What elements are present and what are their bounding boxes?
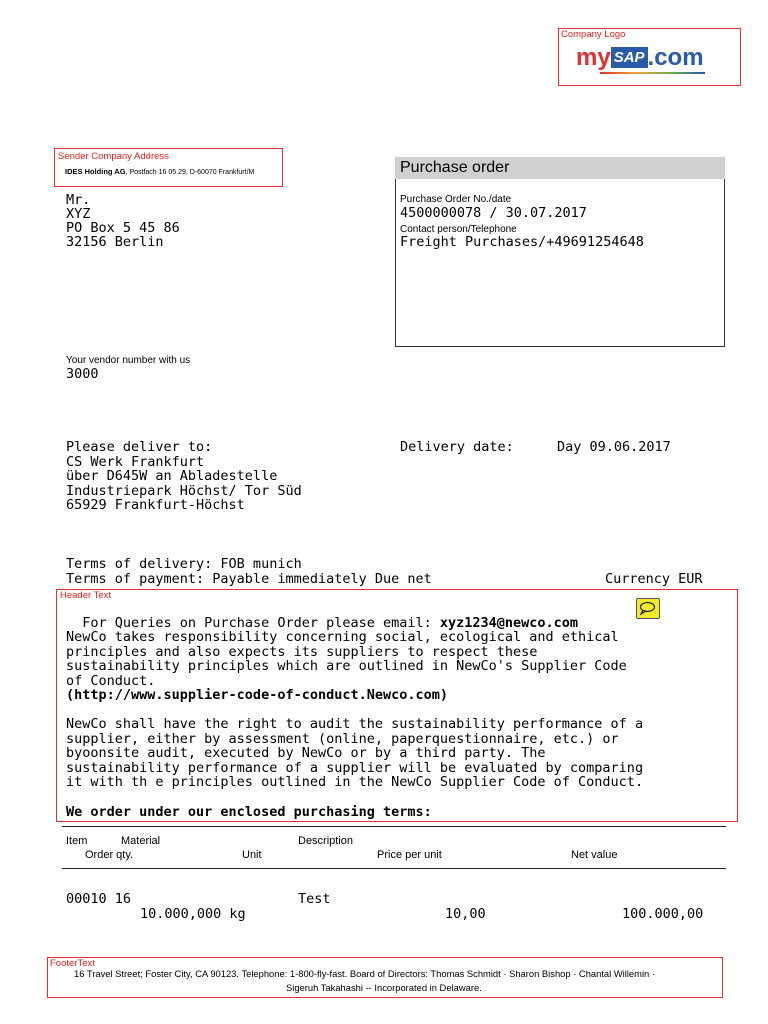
contact-label: Contact person/Telephone [400,224,517,235]
purchase-order-box [395,157,725,347]
recipient-line-1: Mr. [66,192,91,208]
col-order-qty: Order qty. [85,849,134,861]
logo-my: my [576,44,611,71]
responsibility-paragraph: NewCo takes responsibility concerning social, ecological and ethical principles and also expects its suppliers to respect these sustainability principles which are outlined in NewCo's Supplier Code of Conduct. [66,629,627,689]
table-top-rule [62,826,726,827]
header-text-label: Header Text [60,590,112,601]
sender-street: , Postfach 16 05 29, D-60070 Frankfurt/M [125,169,255,176]
col-net-value: Net value [571,849,618,861]
comment-icon[interactable] [636,598,660,619]
delivery-date-value: Day 09.06.2017 [557,439,671,455]
supplier-code-url[interactable]: (http://www.supplier-code-of-conduct.Newco.com) [66,687,449,703]
row-price: 10,00 [445,906,486,922]
delivery-date-label: Delivery date: [400,439,514,455]
logo-com: .com [647,44,704,71]
audit-paragraph: NewCo shall have the right to audit the sustainability performance of a supplier, either by assessment (online, paperquestionnaire, etc.) or byoonsite audit, executed by NewCo or by a third party. The sustainability performance of a supplier will be evaluated by comparing it with th e principles outlined in the NewCo Supplier Code of Conduct. [66,716,644,791]
company-logo [576,43,716,73]
queries-text: For Queries on Purchase Order please email: [82,614,440,631]
logo-sap: SAP [611,47,648,68]
delivery-address-2: über D645W an Abladestelle [66,468,278,484]
col-item: Item [66,835,88,847]
row-qty-unit: 10.000,000 kg [140,906,246,922]
logo-underline [600,72,705,74]
recipient-line-2: XYZ [66,206,91,222]
order-terms-line: We order under our enclosed purchasing terms: [66,804,432,820]
recipient-line-3: PO Box 5 45 86 [66,220,180,236]
deliver-to-label: Please deliver to: [66,439,213,455]
delivery-address-1: CS Werk Frankfurt [66,454,205,470]
recipient-line-4: 32156 Berlin [66,234,164,250]
purchase-order-title: Purchase order [400,159,510,176]
queries-line [66,601,578,630]
currency: Currency EUR [605,571,703,587]
delivery-address-3: Industriepark Höchst/ Tor Süd [66,483,302,499]
col-price-per-unit: Price per unit [377,849,442,861]
delivery-address-4: 65929 Frankfurt-Höchst [66,497,245,513]
footer-line-2: Sigeruh Takahashi -- Incorporated in Delaware. [286,982,482,993]
footer-text-label: FooterText [50,958,95,969]
terms-of-delivery: Terms of delivery: FOB munich [66,556,302,572]
sender-address-label: Sender Company Address [58,151,169,162]
sender-address [65,167,254,176]
vendor-number-label: Your vendor number with us [66,355,191,366]
table-header-rule [62,868,726,869]
queries-email[interactable]: xyz1234@newco.com [439,614,579,631]
col-material: Material [121,835,161,847]
speech-bubble-icon [637,599,658,617]
row-net-value: 100.000,00 [622,906,704,922]
row-item-material: 00010 16 [66,891,132,907]
company-logo-label: Company Logo [561,29,626,40]
terms-of-payment: Terms of payment: Payable immediately Due net [66,571,432,587]
row-description: Test [298,891,331,907]
col-description: Description [298,835,354,847]
po-number-label: Purchase Order No./date [400,194,512,205]
po-number-value: 4500000078 / 30.07.2017 [400,205,587,221]
col-unit: Unit [242,849,262,861]
footer-line-1: 16 Travel Street; Foster City, CA 90123. Telephone: 1-800-fly-fast. Board of Directors: Thomas Schmidt · Sharon Bishop · Chantal Willemin · [74,968,655,979]
contact-value: Freight Purchases/+49691254648 [400,234,644,250]
sender-company: IDES Holding AG [65,167,126,176]
vendor-number-value: 3000 [66,366,99,382]
